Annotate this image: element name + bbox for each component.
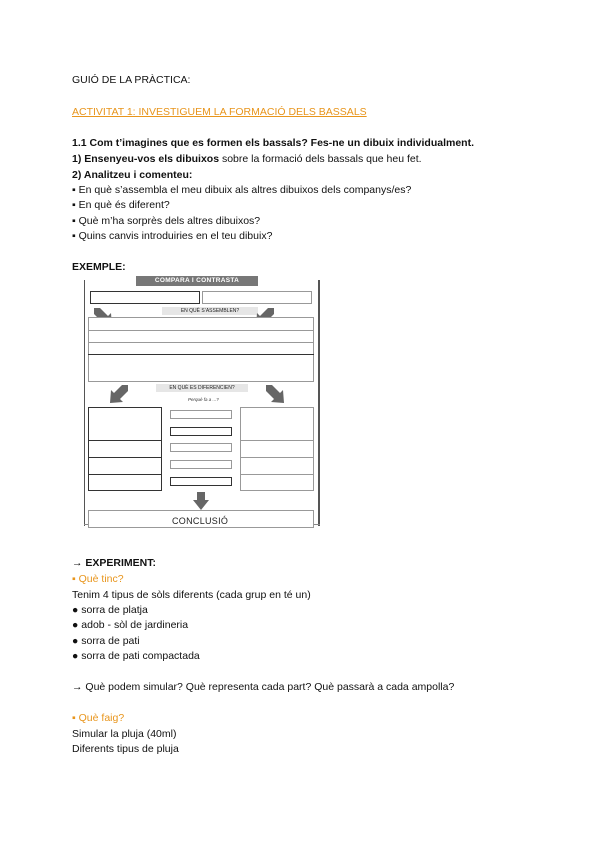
list-item: ● sorra de platja	[72, 604, 148, 616]
list-item: ● sorra de pati	[72, 635, 140, 647]
experiment-intro: Tenim 4 tipus de sòls diferents (cada grup en té un)	[72, 589, 311, 601]
differences-right-column	[240, 407, 314, 491]
list-item: ● sorra de pati compactada	[72, 650, 200, 662]
row-divider	[88, 342, 314, 343]
experiment-question: → Què podem simular? Què representa cada part? Què passarà a cada ampolla?	[72, 681, 455, 693]
different-label: EN QUÈ ES DIFERENCIEN?	[156, 384, 248, 392]
example-label: EXEMPLE:	[72, 261, 126, 273]
item-a-box	[90, 291, 200, 304]
reason-box	[170, 460, 232, 469]
conclusion-label: CONCLUSIÓ	[172, 516, 229, 526]
what-do-heading: ▪ Què faig?	[72, 712, 125, 724]
step-2: 2) Analitzeu i comenteu:	[72, 169, 193, 181]
item-b-box	[202, 291, 312, 304]
reason-box	[170, 410, 232, 419]
arrow-down-right-icon	[264, 383, 286, 405]
row-divider	[88, 457, 162, 458]
list-item: ▪ Quins canvis introduiries en el teu dibuix?	[72, 230, 273, 242]
frame-left	[84, 280, 85, 526]
row-divider	[240, 457, 314, 458]
list-item: Simular la pluja (40ml)	[72, 728, 177, 740]
row-divider	[88, 440, 162, 441]
activity-heading: ACTIVITAT 1: INVESTIGUEM LA FORMACIÓ DELS BASSALS	[72, 106, 367, 118]
list-item: ▪ En què s’assembla el meu dibuix als altres dibuixos dels companys/es?	[72, 184, 412, 196]
step-1-bold: 1) Ensenyeu-vos els dibuixos	[72, 153, 220, 165]
list-item: ▪ Què m’ha sorprès dels altres dibuixos?	[72, 215, 261, 227]
experiment-title: → EXPERIMENT:	[72, 557, 157, 569]
because-label: Perquè fa a ...?	[188, 397, 219, 402]
row-divider	[240, 474, 314, 475]
frame-right	[318, 280, 320, 526]
worksheet-header: COMPARA I CONTRASTA	[136, 276, 258, 286]
row-divider	[88, 330, 314, 331]
arrow-down-left-icon	[108, 383, 130, 405]
list-item: ● adob - sòl de jardineria	[72, 619, 189, 631]
step-1	[72, 152, 422, 166]
reason-box	[170, 477, 232, 486]
question-1-1: 1.1 Com t’imagines que es formen els bassals? Fes-ne un dibuix individualment.	[72, 137, 475, 149]
page-title: GUIÓ DE LA PRÀCTICA:	[72, 74, 191, 86]
reason-box	[170, 443, 232, 452]
compare-contrast-worksheet	[84, 276, 320, 526]
step-1-rest: sobre la formació dels bassals que heu fet.	[219, 153, 422, 165]
similarities-table	[88, 317, 314, 382]
differences-left-column	[88, 407, 162, 491]
row-divider	[88, 354, 314, 355]
list-item: Diferents tipus de pluja	[72, 743, 179, 755]
row-divider	[240, 440, 314, 441]
list-item: ▪ En què és diferent?	[72, 199, 170, 211]
similar-label: EN QUÈ S’ASSEMBLEN?	[162, 307, 258, 315]
row-divider	[88, 474, 162, 475]
arrow-down-icon	[192, 491, 210, 511]
what-have-heading: ▪ Què tinc?	[72, 573, 124, 585]
reason-box	[170, 427, 232, 436]
